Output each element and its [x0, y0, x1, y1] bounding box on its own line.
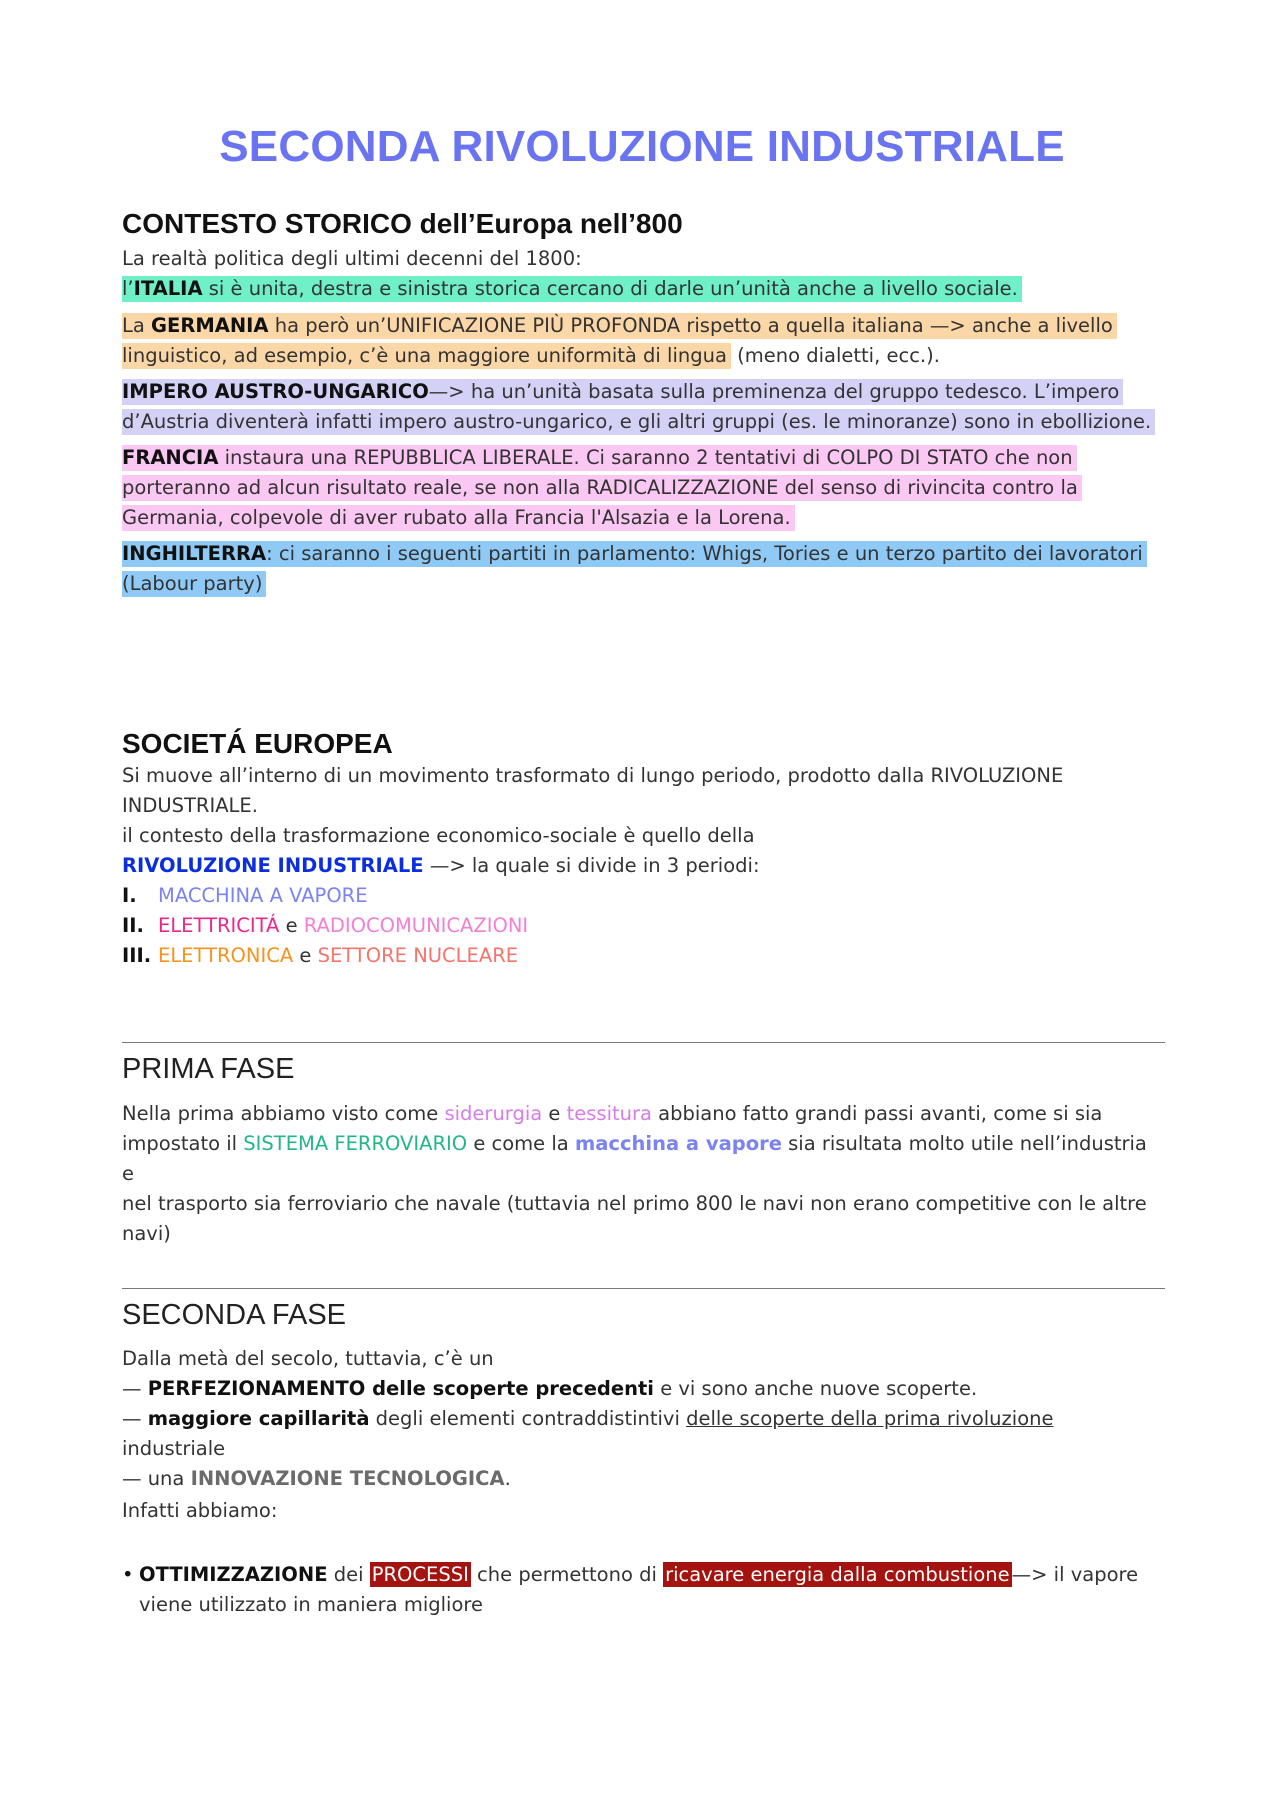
- highlight-combustione: ricavare energia dalla combustione: [665, 1563, 1010, 1586]
- keyword-italia: ITALIA: [133, 277, 203, 300]
- paragraph-italia: [122, 274, 1162, 304]
- list-item: • OTTIMIZZAZIONE dei PROCESSI che permettono di ricavare energia dalla combustione —> il vapore viene utilizzato in maniera migliore: [122, 1560, 1162, 1620]
- document-title: SECONDA RIVOLUZIONE INDUSTRIALE: [219, 122, 1065, 171]
- divider: [122, 1042, 1165, 1043]
- bullet-dot-icon: •: [122, 1563, 134, 1586]
- section-heading-prima-fase: PRIMA FASE: [122, 1053, 295, 1085]
- period-item-1: I. MACCHINA A VAPORE: [122, 884, 368, 907]
- section-heading-societa: SOCIETÁ EUROPEA: [122, 728, 393, 759]
- seconda-fase-infatti: Infatti abbiamo:: [122, 1499, 278, 1522]
- keyword-rivoluzione-industriale: RIVOLUZIONE INDUSTRIALE: [122, 854, 424, 877]
- societa-paragraph: Si muove all’interno di un movimento trasformato di lungo periodo, prodotto dalla RIVOLUZIONE INDUSTRIALE. il contesto della trasformazione economico-sociale è quello della RIVOLUZIONE INDUSTRIALE —> la quale si divide in 3 periodi:: [122, 764, 1064, 877]
- prima-fase-paragraph: Nella prima abbiamo visto come siderurgia e tessitura abbiano fatto grandi passi avanti, come si sia impostato il SISTEMA FERROVIARIO e come la macchina a vapore sia risultata molto utile nell’industria e nel trasporto sia ferroviario che navale (tuttavia nel primo 800 le navi non erano competitive con le altre navi): [122, 1102, 1147, 1245]
- paragraph-inghilterra: INGHILTERRA: ci saranno i seguenti partiti in parlamento: Whigs, Tories e un terzo partito dei lavoratori (Labour party): [122, 539, 1162, 599]
- paragraph-germania: La GERMANIA ha però un’UNIFICAZIONE PIÙ PROFONDA rispetto a quella italiana —> anche a livello linguistico, ad esempio, c’è una maggiore uniformità di lingua (meno dialetti, ecc.).: [122, 311, 1162, 371]
- highlight-processi: PROCESSI: [371, 1563, 469, 1586]
- keyword-francia: FRANCIA: [122, 446, 219, 469]
- highlight-inghilterra: INGHILTERRA: ci saranno i seguenti partiti in parlamento: Whigs, Tories e un terzo partito dei lavoratori: [122, 541, 1147, 567]
- paragraph-francia: FRANCIA instaura una REPUBBLICA LIBERALE. Ci saranno 2 tentativi di COLPO DI STATO che non porteranno ad alcun risultato reale, se non alla RADICALIZZAZIONE del senso di rivincita contro la Germania, colpevole di aver rubato alla Francia l'Alsazia e la Lorena.: [122, 443, 1162, 533]
- paragraph-impero: IMPERO AUSTRO-UNGARICO—> ha un’unità basata sulla preminenza del gruppo tedesco. L’impero d’Austria diventerà infatti impero austro-ungarico, e gli altri gruppi (es. le minoranze) sono in ebollizione.: [122, 377, 1162, 437]
- section-heading-contesto: CONTESTO STORICO dell’Europa nell’800: [122, 208, 683, 239]
- highlight-italia: l’ITALIA si è unita, destra e sinistra storica cercano di darle un’unità anche a livello sociale.: [122, 276, 1022, 302]
- contesto-intro: La realtà politica degli ultimi decenni del 1800:: [122, 247, 582, 270]
- highlight-germania: La GERMANIA ha però un’UNIFICAZIONE PIÙ PROFONDA rispetto a quella italiana —> anche a livello: [122, 313, 1117, 339]
- divider: [122, 1288, 1165, 1289]
- period-item-3: III. ELETTRONICA e SETTORE NUCLEARE: [122, 944, 519, 967]
- keyword-inghilterra: INGHILTERRA: [122, 542, 267, 565]
- highlight-francia: FRANCIA instaura una REPUBBLICA LIBERALE. Ci saranno 2 tentativi di COLPO DI STATO che non: [122, 445, 1077, 471]
- keyword-impero: IMPERO AUSTRO-UNGARICO: [122, 380, 429, 403]
- section-heading-seconda-fase: SECONDA FASE: [122, 1299, 347, 1331]
- highlight-impero: IMPERO AUSTRO-UNGARICO—> ha un’unità basata sulla preminenza del gruppo tedesco. L’impero: [122, 379, 1123, 405]
- keyword-germania: GERMANIA: [151, 314, 269, 337]
- seconda-fase-paragraph: Dalla metà del secolo, tuttavia, c’è un — PERFEZIONAMENTO delle scoperte precedenti e vi sono anche nuove scoperte. — maggiore capillarità degli elementi contraddistintivi delle scoperte della prima rivoluzione industriale — una INNOVAZIONE TECNOLOGICA.: [122, 1347, 1054, 1490]
- period-item-2: II. ELETTRICITÁ e RADIOCOMUNICAZIONI: [122, 914, 529, 937]
